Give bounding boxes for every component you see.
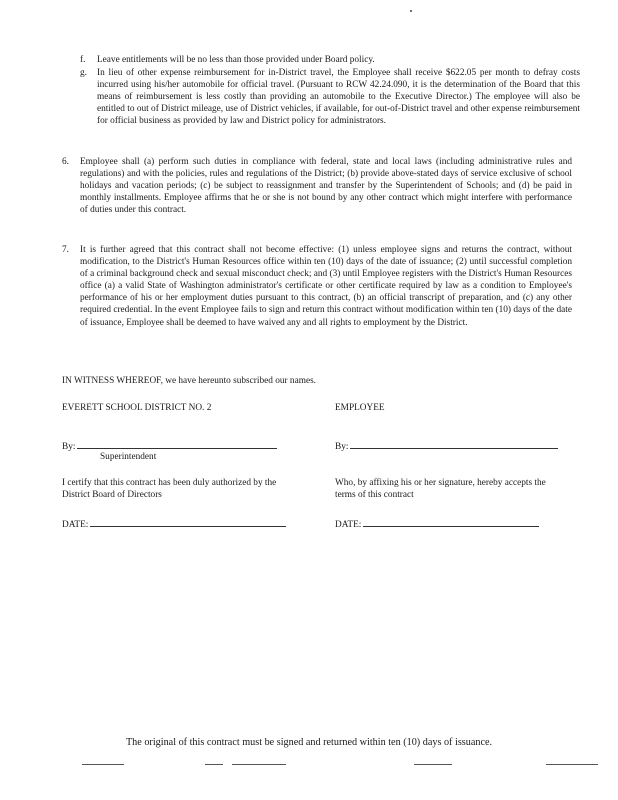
superintendent-label: Superintendent	[100, 452, 157, 462]
bottom-rule	[82, 764, 124, 765]
district-signature-blank[interactable]	[77, 438, 277, 449]
section-f	[80, 54, 580, 66]
section-6-text: Employee shall (a) perform such duties in compliance with federal, state and local laws (including administrative rules and regulations) and with the policies, rules and regulations of the District; (b) provide above-stated days of service exclusive of school holidays and vacation periods; (c) be subject to reassignment and transfer by the Superintendent of Schools; and (d) be paid in monthly installments. Employee affirms that he or she is not bound by any other contract which might interfere with performance of duties under this contract.	[80, 157, 572, 216]
employee-date-label: DATE:	[335, 520, 362, 530]
district-date-line[interactable]	[62, 516, 286, 531]
bottom-rule	[232, 764, 286, 765]
witness-statement: IN WITNESS WHEREOF, we have hereunto subscribed our names.	[62, 376, 317, 386]
bottom-rule	[414, 764, 452, 765]
board-certification: I certify that this contract has been duly authorized by the District Board of Directors	[62, 478, 277, 501]
district-signature-line[interactable]	[62, 438, 277, 453]
section-6	[62, 156, 572, 216]
employee-date-blank[interactable]	[363, 516, 539, 527]
employee-acceptance: Who, by affixing his or her signature, hereby accepts the terms of this contract	[335, 478, 546, 501]
employee-by-label: By:	[335, 442, 349, 452]
bottom-rules	[0, 764, 618, 768]
section-6-label: 6.	[62, 157, 69, 167]
employee-header: EMPLOYEE	[335, 403, 385, 413]
district-by-label: By:	[62, 442, 76, 452]
bottom-rule	[546, 764, 598, 765]
section-f-text: Leave entitlements will be no less than those provided under Board policy.	[97, 55, 375, 65]
employee-signature-line[interactable]	[335, 438, 558, 453]
section-f-label: f.	[80, 55, 86, 65]
section-7	[62, 244, 572, 329]
employee-signature-blank[interactable]	[350, 438, 558, 449]
district-header: EVERETT SCHOOL DISTRICT NO. 2	[62, 403, 212, 413]
district-date-blank[interactable]	[90, 516, 286, 527]
section-7-text: It is further agreed that this contract shall not become effective: (1) unless employee signs and returns the contract, without modification, to the District's Human Resources office within ten (10) days of the date of issuance; (2) until successful completion of a criminal background check and sexual misconduct check; and (3) until Employee registers with the District's Human Resources office (a) a valid State of Washington administrator's certificate or other certificate required by law as a condition to Employee's performance of his or her employment duties pursuant to this contract, (b) an official transcript of preparation, and (c) any other required credential. In the event Employee fails to sign and return this contract without modification within ten (10) days of the date of issuance, Employee shall be deemed to have waived any and all rights to employment by the District.	[80, 245, 572, 328]
footer-note: The original of this contract must be signed and returned within ten (10) days of issuance.	[125, 737, 493, 748]
section-g	[80, 67, 580, 127]
district-date-label: DATE:	[62, 520, 89, 530]
section-7-label: 7.	[62, 245, 69, 255]
section-g-label: g.	[80, 68, 87, 78]
scan-speck	[410, 10, 412, 12]
section-g-text: In lieu of other expense reimbursement for in-District travel, the Employee shall receive $622.05 per month to defray costs incurred using his/her automobile for official travel. (Pursuant to RCW 42.24.090, it is the determination of the Board that this means of reimbursement is less costly than providing an automobile to the Executive Director.) The employee will also be entitled to out of District mileage, use of District vehicles, if available, for out-of-District travel and other expense reimbursement for official business as provided by law and District policy for administrators.	[97, 68, 580, 127]
employee-date-line[interactable]	[335, 516, 539, 531]
bottom-rule	[205, 764, 223, 765]
